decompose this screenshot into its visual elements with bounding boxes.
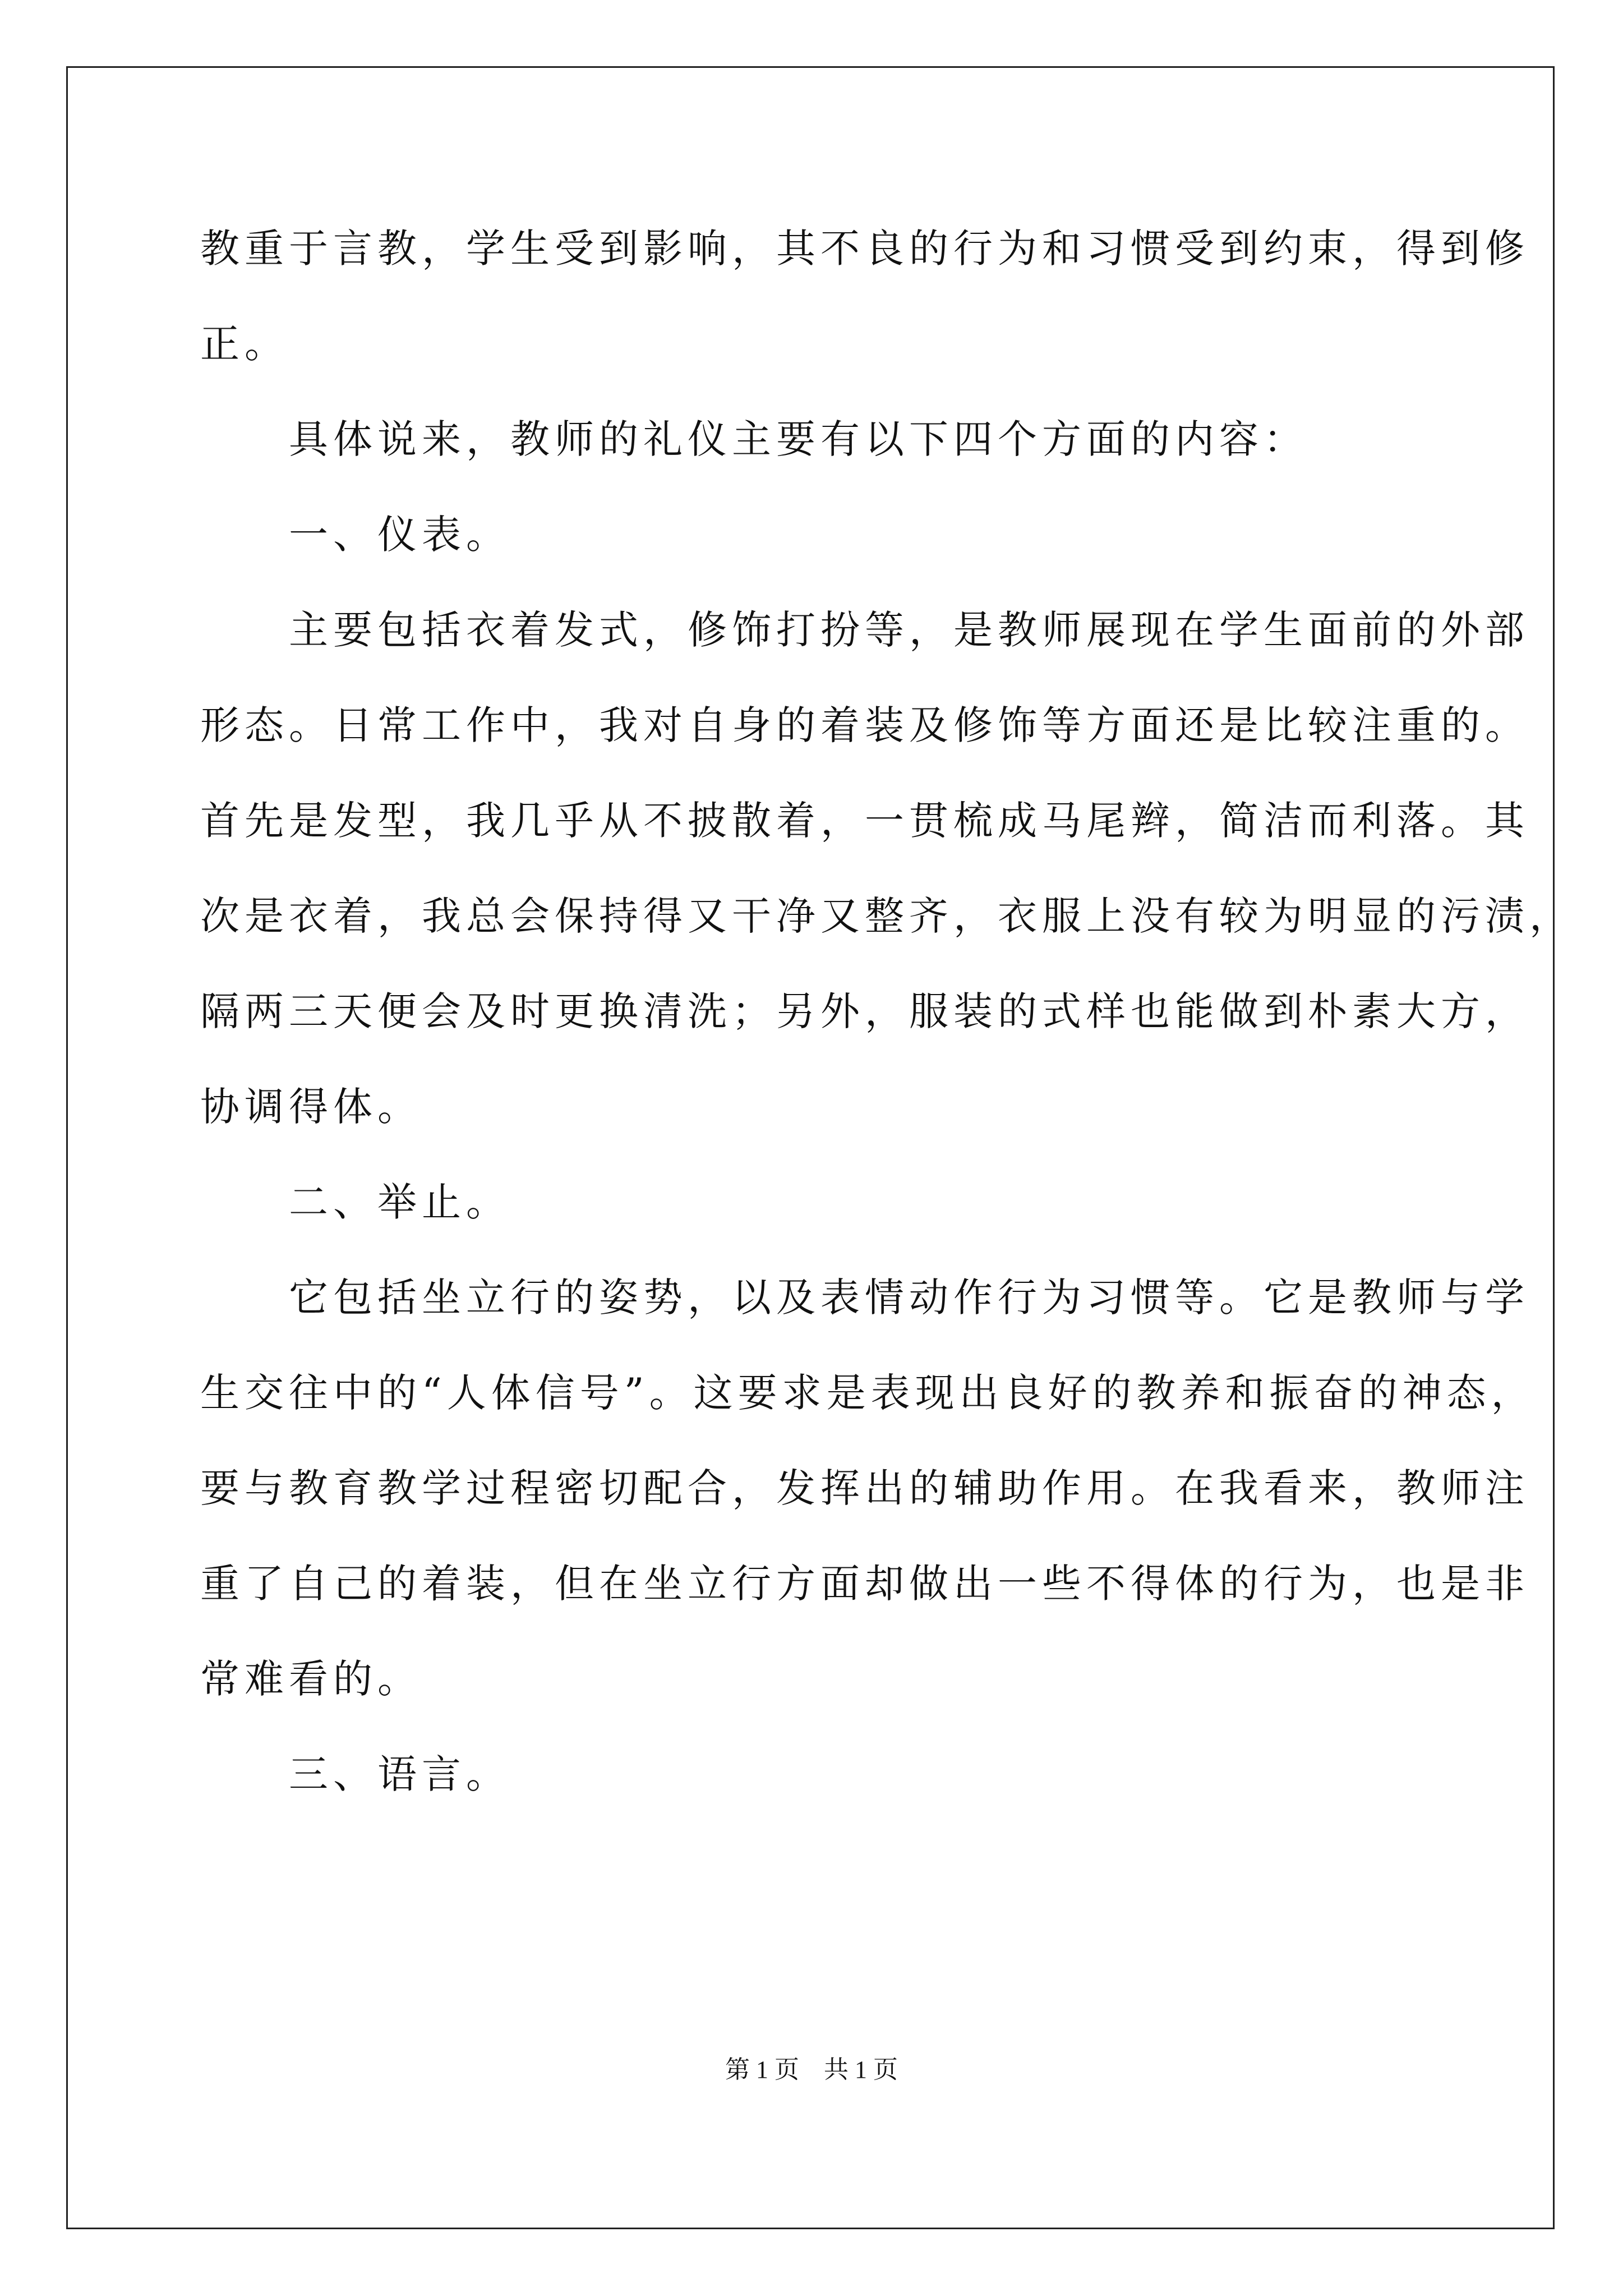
section-heading: 二、举止。 — [200, 1179, 510, 1225]
text-line: 具体说来，教师的礼仪主要有以下四个方面的内容： — [200, 416, 1308, 462]
section-heading: 一、仪表。 — [200, 512, 510, 558]
text-line: 首先是发型，我几乎从不披散着，一贯梳成马尾辫，简洁而利落。其 — [200, 798, 1529, 844]
text-line: 形态。日常工作中，我对自身的着装及修饰等方面还是比较注重的。 — [200, 702, 1529, 748]
text-line: 要与教育教学过程密切配合，发挥出的辅助作用。在我看来，教师注 — [200, 1465, 1529, 1511]
text-line: 它包括坐立行的姿势，以及表情动作行为习惯等。它是教师与学 — [200, 1274, 1529, 1320]
text-line: 隔两三天便会及时更换清洗；另外，服装的式样也能做到朴素大方， — [200, 988, 1529, 1034]
text-line: 常难看的。 — [200, 1656, 422, 1702]
text-line: 生交往中的“人体信号”。这要求是表现出良好的教养和振奋的神态， — [200, 1370, 1536, 1416]
page-number: 第 1 页 共 1 页 — [725, 2056, 898, 2083]
text-line: 次是衣着，我总会保持得又干净又整齐，衣服上没有较为明显的污渍， — [200, 893, 1574, 939]
page-footer — [0, 2053, 1623, 2087]
text-line: 正。 — [200, 321, 289, 367]
text-line: 主要包括衣着发式，修饰打扮等，是教师展现在学生面前的外部 — [200, 607, 1529, 653]
page-border — [66, 66, 1555, 2229]
text-line: 重了自己的着装，但在坐立行方面却做出一些不得体的行为，也是非 — [200, 1561, 1529, 1607]
text-line: 教重于言教，学生受到影响，其不良的行为和习惯受到约束，得到修 — [200, 226, 1529, 272]
section-heading: 三、语言。 — [200, 1751, 510, 1797]
text-line: 协调得体。 — [200, 1084, 422, 1130]
